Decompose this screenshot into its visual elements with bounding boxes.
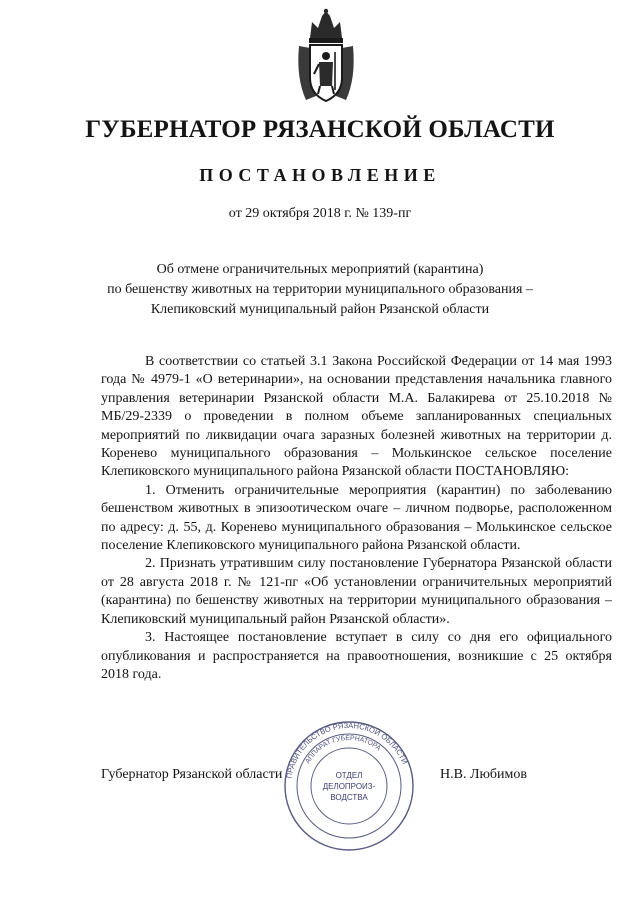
document-date-number: от 29 октября 2018 г. № 139-пг xyxy=(228,206,412,221)
clause-2-paragraph: 2. Признать утратившим силу постановление Губернатора Рязанской области от 28 августа 2018 г. № 121-пг «Об установлении ограничительных мероприятий (карантина) по бешенству животных на территории муниципального образования – Клепиковский муниципальный район Рязанской области». xyxy=(101,556,612,627)
stamp-inner-text: АППАРАТ ГУБЕРНАТОРА xyxy=(304,734,382,765)
document-body xyxy=(101,353,612,684)
subject-line: по бешенству животных на территории муниципального образования – xyxy=(107,282,533,297)
document-type: ПОСТАНОВЛЕНИЕ xyxy=(199,165,441,185)
coat-of-arms-emblem xyxy=(296,8,356,106)
signatory-name: Н.В. Любимов xyxy=(440,767,527,782)
subject-line: Клепиковский муниципальный район Рязанской области xyxy=(150,302,490,317)
subject-line: Об отмене ограничительных мероприятий (карантина) xyxy=(156,262,484,277)
stamp-center-line: ДЕЛОПРОИЗ- xyxy=(322,782,376,791)
document-subject xyxy=(60,260,580,320)
official-stamp xyxy=(283,720,415,852)
signatory-position: Губернатор Рязанской области xyxy=(101,767,283,782)
stamp-center-line: ОТДЕЛ xyxy=(335,771,363,780)
stamp-center-line: ВОДСТВА xyxy=(330,793,368,802)
clause-3-paragraph: 3. Настоящее постановление вступает в силу со дня его официального опубликования и распространяется на правоотношения, возникшие с 25 октября 2018 года. xyxy=(101,630,612,682)
clause-1-paragraph: 1. Отменить ограничительные мероприятия (карантин) по заболеванию бешенством животных в эпизоотическом очаге – личном подворье, расположенном по адресу: д. 55, д. Коренево муниципального образования – Молькинское сельское поселение Клепиковского муниципального района Рязанской области. xyxy=(101,482,612,554)
stamp-outer-text: ПРАВИТЕЛЬСТВО РЯЗАНСКОЙ ОБЛАСТИ xyxy=(284,720,410,780)
document-title: ГУБЕРНАТОР РЯЗАНСКОЙ ОБЛАСТИ xyxy=(85,116,555,143)
preamble-paragraph: В соответствии со статьей 3.1 Закона Российской Федерации от 14 мая 1993 года № 4979-1 «О ветеринарии», на основании представления начальника главного управления ветеринарии Рязанской области М.А. Балакирева от 25.10.2018 № МБ/29-2339 о проведении в полном объеме запланированных специальных мероприятий по ликвидации очага заразных болезней животных на территории д. Кореневo муниципального образования – Молькинское сельское поселение Клепиковского муниципального района Рязанской области ПОСТАНОВЛЯЮ: xyxy=(101,354,612,480)
